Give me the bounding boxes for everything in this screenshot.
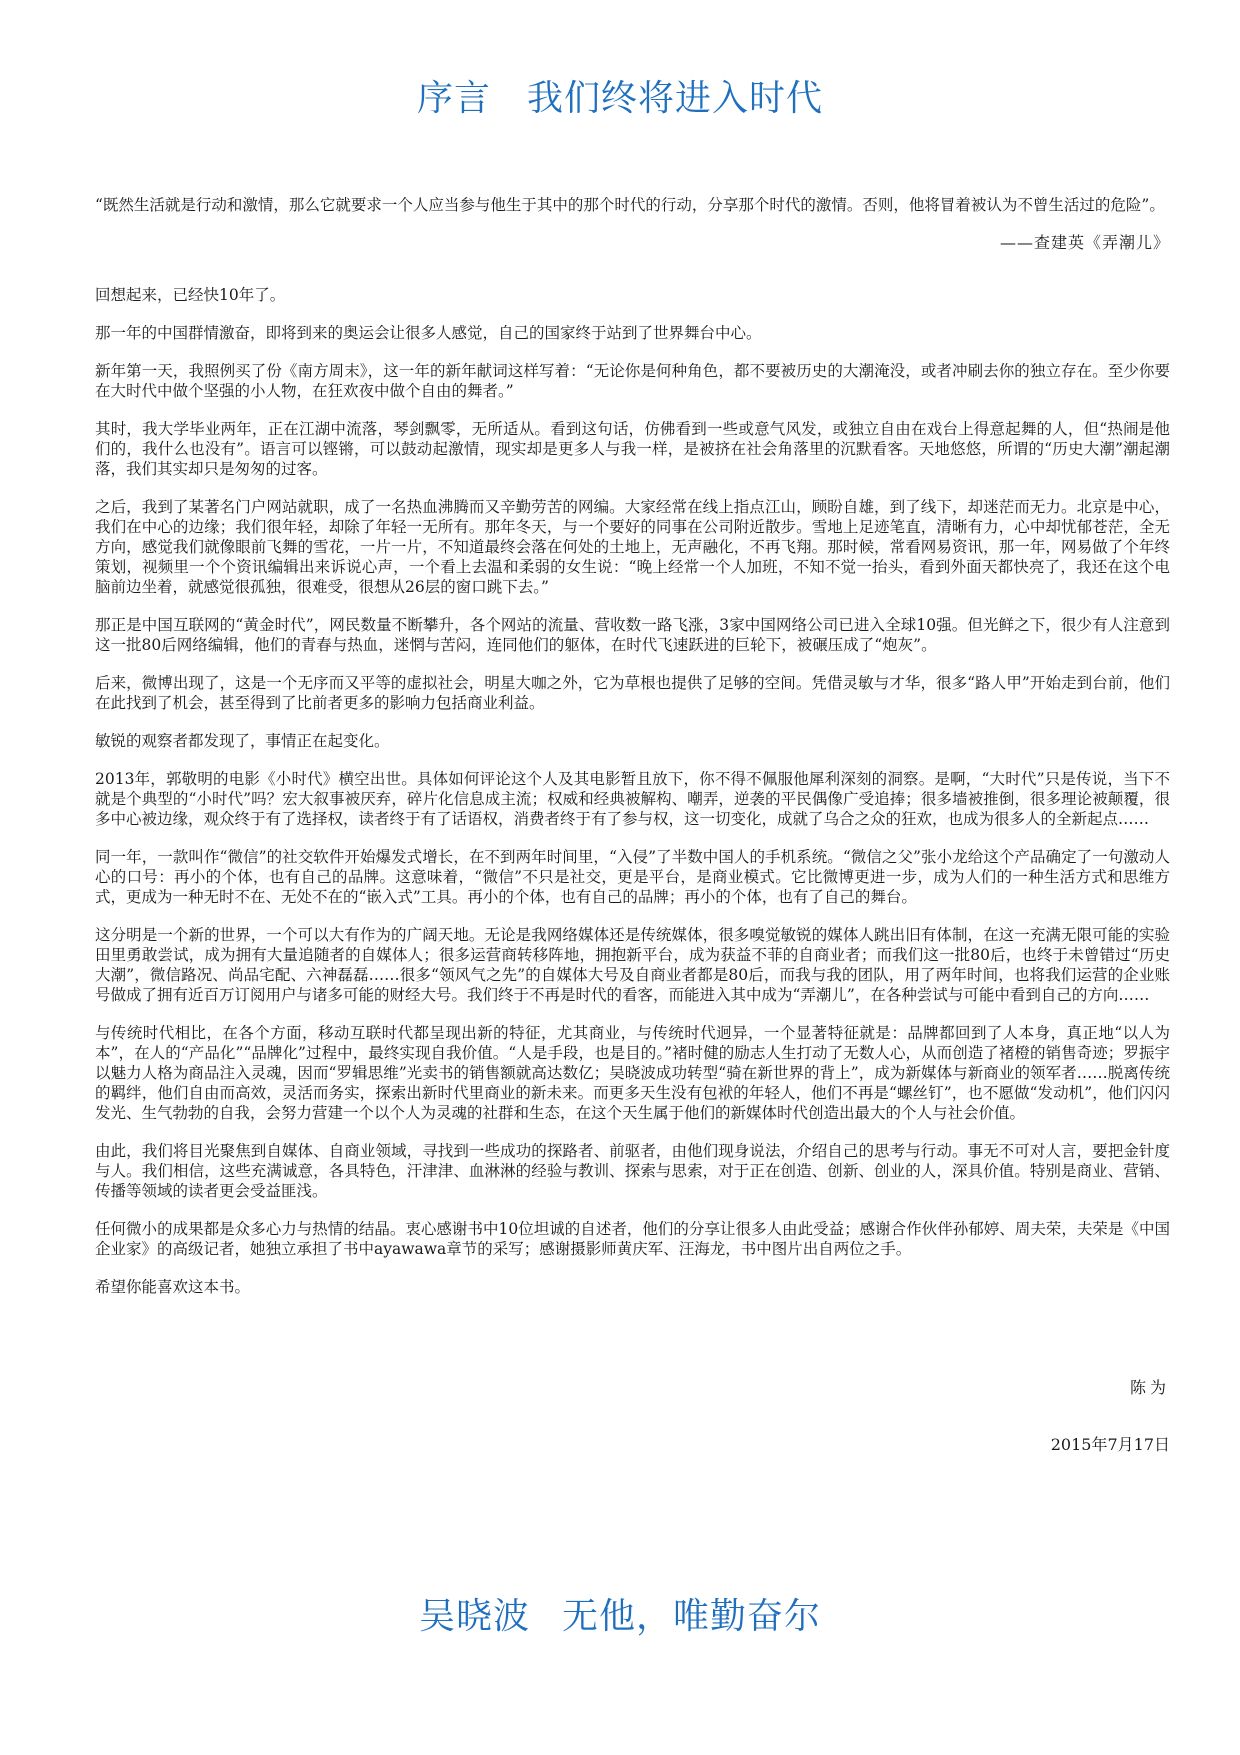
paragraph: 任何微小的成果都是众多心力与热情的结晶。衷心感谢书中10位坦诚的自述者，他们的分享让很多人由此受益；感谢合作伙伴孙郁婷、周夫荣，夫荣是《中国企业家》的高级记者，她独立承担了书中ayawawa章节的采写；感谢摄影师黄庆军、汪海龙，书中图片出自两位之手。 (95, 1220, 1170, 1258)
next-title-right: 无他，唯勤奋尔 (562, 1596, 822, 1637)
paragraph: 由此，我们将目光聚焦到自媒体、自商业领域，寻找到一些成功的探路者、前驱者，由他们现身说法，介绍自己的思考与行动。事无不可对人言，要把金针度与人。我们相信，这些充满诚意，各具特色，汗津津、血淋淋的经验与教训、探索与思索，对于正在创造、创新、创业的人，深具价值。特别是商业、营销、传播等领域的读者更会受益匪浅。 (95, 1142, 1170, 1200)
next-title-left: 吴晓波 (418, 1596, 530, 1637)
author-signature: 陈为 (1129, 1378, 1170, 1397)
paragraph: 2013年，郭敬明的电影《小时代》横空出世。具体如何评论这个人及其电影暂且放下，你不得不佩服他犀利深刻的洞察。是啊，“大时代”只是传说，当下不就是个典型的“小时代”吗？宏大叙事被厌弃，碎片化信息成主流；权威和经典被解构、嘲弄，逆袭的平民偶像广受追捧；很多墙被推倒，很多理论被颠覆，很多中心被边缘，观众终于有了选择权，读者终于有了话语权，消费者终于有了参与权，这一切变化，成就了乌合之众的狂欢，也成为很多人的全新起点…… (95, 770, 1170, 828)
title-left: 序言 (416, 78, 491, 119)
paragraph: 同一年，一款叫作“微信”的社交软件开始爆发式增长，在不到两年时间里，“入侵”了半数中国人的手机系统。“微信之父”张小龙给这个产品确定了一句激动人心的口号：再小的个体，也有自己的品牌。这意味着，“微信”不只是社交，更是平台，是商业模式。它比微博更进一步，成为人们的一种生活方式和思维方式，更成为一种无时不在、无处不在的“嵌入式”工具。再小的个体，也有自己的品牌；再小的个体，也有了自己的舞台。 (95, 848, 1170, 906)
paragraph: 其时，我大学毕业两年，正在江湖中流落，琴剑飘零，无所适从。看到这句话，仿佛看到一些或意气风发，或独立自由在戏台上得意起舞的人，但“热闹是他们的，我什么也没有”。语言可以铿锵，可以鼓动起激情，现实却是更多人与我一样，是被挤在社会角落里的沉默看客。天地悠悠，所谓的“历史大潮”潮起潮落，我们其实却只是匆匆的过客。 (95, 420, 1170, 478)
paragraph: 敏锐的观察者都发现了，事情正在起变化。 (95, 732, 390, 750)
next-chapter-title (0, 1588, 1240, 1639)
paragraph: 回想起来，已经快10年了。 (95, 286, 286, 304)
paragraph: 与传统时代相比，在各个方面，移动互联时代都呈现出新的特征，尤其商业，与传统时代迥异，一个显著特征就是：品牌都回到了人本身，真正地“以人为本”，在人的“产品化”“品牌化”过程中，最终实现自我价值。“人是手段，也是目的。”褚时健的励志人生打动了无数人心，从而创造了褚橙的销售奇迹；罗振宇以魅力人格为商品注入灵魂，因而“罗辑思维”光卖书的销售额就高达数亿；吴晓波成功转型“骑在新世界的背上”，成为新媒体与新商业的领军者……脱离传统的羁绊，他们自由而高效，灵活而务实，探索出新时代里商业的新未来。而更多天生没有包袱的年轻人，他们不再是“螺丝钉”，也不愿做“发动机”，他们闪闪发光、生气勃勃的自我，会努力营建一个以个人为灵魂的社群和生态，在这个天生属于他们的新媒体时代创造出最大的个人与社会价值。 (95, 1024, 1170, 1122)
paragraph: 后来，微博出现了，这是一个无序而又平等的虚拟社会，明星大咖之外，它为草根也提供了足够的空间。凭借灵敏与才华，很多“路人甲”开始走到台前，他们在此找到了机会，甚至得到了比前者更多的影响力包括商业利益。 (95, 674, 1170, 712)
page-title (0, 70, 1240, 121)
paragraph: 之后，我到了某著名门户网站就职，成了一名热血沸腾而又辛勤劳苦的网编。大家经常在线上指点江山，顾盼自雄，到了线下，却迷茫而无力。北京是中心，我们在中心的边缘；我们很年轻，却除了年轻一无所有。那年冬天，与一个要好的同事在公司附近散步。雪地上足迹笔直，清晰有力，心中却忧郁苍茫，全无方向，感觉我们就像眼前飞舞的雪花，一片一片，不知道最终会落在何处的土地上，无声融化，不再飞翔。那时候，常看网易资讯，那一年，网易做了个年终策划，视频里一个个资讯编辑出来诉说心声，一个看上去温和柔弱的女生说：“晚上经常一个人加班，不知不觉一抬头，看到外面天都快亮了，我还在这个电脑前边坐着，就感觉很孤独，很难受，很想从26层的窗口跳下去。” (95, 498, 1170, 596)
title-right: 我们终将进入时代 (527, 78, 824, 119)
paragraph: 这分明是一个新的世界，一个可以大有作为的广阔天地。无论是我网络媒体还是传统媒体，很多嗅觉敏锐的媒体人跳出旧有体制，在这一充满无限可能的实验田里勇敢尝试，成为拥有大量追随者的自媒体人；很多运营商转移阵地，拥抱新平台，成为获益不菲的自商业者；而我们这一批80后，也终于未曾错过“历史大潮”，微信路况、尚品宅配、六神磊磊……很多“领风气之先”的自媒体大号及自商业者都是80后，而我与我的团队，用了两年时间，也将我们运营的企业账号做成了拥有近百万订阅用户与诸多可能的财经大号。我们终于不再是时代的看客，而能进入其中成为“弄潮儿”，在各种尝试与可能中看到自己的方向…… (95, 926, 1170, 1004)
epigraph-quote: “既然生活就是行动和激情，那么它就要求一个人应当参与他生于其中的那个时代的行动，分享那个时代的激情。否则，他将冒着被认为不曾生活过的危险”。 (95, 196, 1165, 214)
paragraph: 那一年的中国群情激奋，即将到来的奥运会让很多人感觉，自己的国家终于站到了世界舞台中心。 (95, 324, 762, 342)
paragraph: 那正是中国互联网的“黄金时代”，网民数量不断攀升，各个网站的流量、营收数一路飞涨，3家中国网络公司已进入全球10强。但光鲜之下，很少有人注意到这一批80后网络编辑，他们的青春与热血，迷惘与苦闷，连同他们的躯体，在时代飞速跃进的巨轮下，被碾压成了“炮灰”。 (95, 616, 1170, 654)
epigraph-attribution: ——查建英《弄潮儿》 (999, 233, 1170, 252)
paragraph: 新年第一天，我照例买了份《南方周末》，这一年的新年献词这样写着：“无论你是何种角色，都不要被历史的大潮淹没，或者冲刷去你的独立存在。至少你要在大时代中做个坚强的小人物，在狂欢夜中做个自由的舞者。” (95, 362, 1170, 400)
preface-body (95, 195, 1170, 1315)
paragraph: 希望你能喜欢这本书。 (95, 1278, 251, 1296)
signature-date: 2015年7月17日 (1050, 1435, 1170, 1454)
